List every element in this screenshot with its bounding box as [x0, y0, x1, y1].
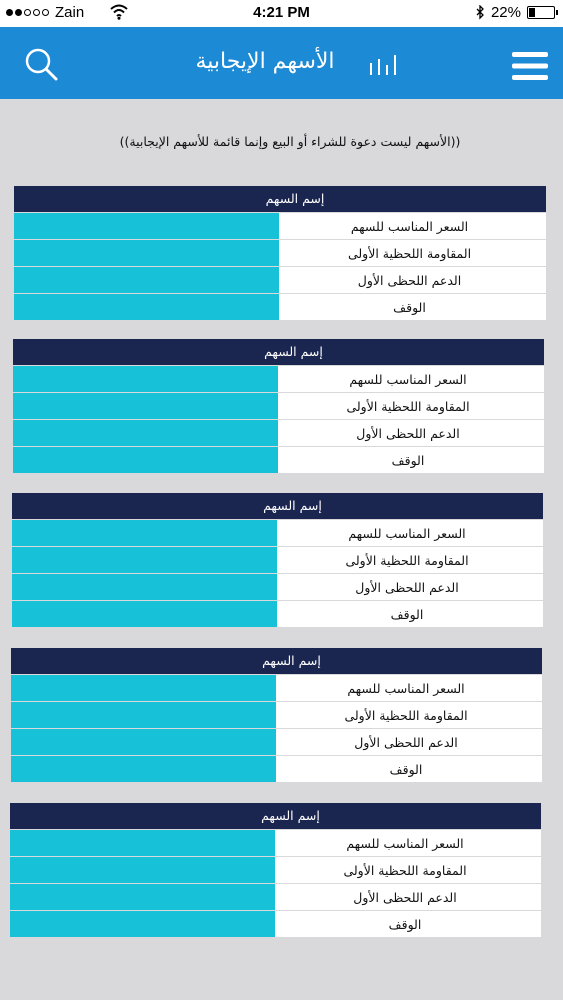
stop-loss-value: [14, 294, 279, 320]
table-row: [13, 392, 544, 419]
row-label: الوقف: [278, 447, 544, 473]
table-row: [12, 600, 543, 627]
price-value: [14, 213, 279, 239]
table-row: [13, 419, 544, 446]
page-title: الأسهم الإيجابية: [195, 49, 335, 74]
table-row: [12, 573, 543, 600]
table-row: [14, 293, 546, 320]
table-row: [10, 910, 541, 937]
table-row: [14, 212, 546, 239]
table-row: [14, 266, 546, 293]
row-label: المقاومة اللحظية الأولى: [279, 240, 546, 266]
stock-card: [14, 186, 546, 320]
disclaimer-text: ((الأسهم ليست دعوة للشراء أو البيع وإنما قائمة للأسهم الإيجابية)): [119, 134, 461, 149]
row-label: السعر المناسب للسهم: [275, 830, 541, 856]
stock-name-header: إسم السهم: [12, 493, 543, 519]
row-label: السعر المناسب للسهم: [279, 213, 546, 239]
resistance-value: [11, 702, 276, 728]
stop-loss-value: [12, 601, 277, 627]
stock-name-header: إسم السهم: [13, 339, 544, 365]
row-label: المقاومة اللحظية الأولى: [275, 857, 541, 883]
carrier-name: Zain: [55, 4, 85, 21]
row-label: المقاومة اللحظية الأولى: [276, 702, 542, 728]
bar-chart-icon: [368, 53, 398, 77]
hamburger-menu-icon[interactable]: [512, 51, 548, 81]
row-label: المقاومة اللحظية الأولى: [278, 393, 544, 419]
stock-name-header: إسم السهم: [10, 803, 541, 829]
status-right: [476, 4, 555, 21]
status-bar: [0, 0, 563, 27]
table-row: [11, 701, 542, 728]
table-row: [13, 446, 544, 473]
app-header: [0, 27, 563, 99]
battery-percent: 22%: [490, 4, 521, 21]
support-value: [10, 884, 275, 910]
stop-loss-value: [11, 756, 276, 782]
table-row: [10, 883, 541, 910]
row-label: المقاومة اللحظية الأولى: [277, 547, 543, 573]
clock: 4:21 PM: [253, 4, 310, 21]
row-label: الوقف: [279, 294, 546, 320]
price-value: [13, 366, 278, 392]
support-value: [13, 420, 278, 446]
table-row: [12, 519, 543, 546]
support-value: [14, 267, 279, 293]
table-row: [11, 728, 542, 755]
resistance-value: [13, 393, 278, 419]
price-value: [12, 520, 277, 546]
stock-name-header: إسم السهم: [14, 186, 546, 212]
row-label: السعر المناسب للسهم: [278, 366, 544, 392]
support-value: [11, 729, 276, 755]
resistance-value: [14, 240, 279, 266]
stock-card: [13, 339, 544, 473]
table-row: [10, 856, 541, 883]
row-label: الوقف: [277, 601, 543, 627]
resistance-value: [10, 857, 275, 883]
row-label: الدعم اللحظى الأول: [279, 267, 546, 293]
stop-loss-value: [10, 911, 275, 937]
stop-loss-value: [13, 447, 278, 473]
price-value: [10, 830, 275, 856]
bluetooth-icon: [476, 5, 485, 20]
row-label: الدعم اللحظى الأول: [275, 884, 541, 910]
row-label: الدعم اللحظى الأول: [276, 729, 542, 755]
row-label: الدعم اللحظى الأول: [277, 574, 543, 600]
search-icon[interactable]: [24, 47, 58, 81]
resistance-value: [12, 547, 277, 573]
row-label: السعر المناسب للسهم: [276, 675, 542, 701]
price-value: [11, 675, 276, 701]
support-value: [12, 574, 277, 600]
table-row: [10, 829, 541, 856]
row-label: الوقف: [275, 911, 541, 937]
battery-icon: [527, 6, 555, 19]
table-row: [13, 365, 544, 392]
stock-card: [11, 648, 542, 782]
stock-name-header: إسم السهم: [11, 648, 542, 674]
row-label: الوقف: [276, 756, 542, 782]
stock-card: [12, 493, 543, 627]
stock-card: [10, 803, 541, 937]
table-row: [11, 755, 542, 782]
table-row: [14, 239, 546, 266]
row-label: السعر المناسب للسهم: [277, 520, 543, 546]
table-row: [11, 674, 542, 701]
table-row: [12, 546, 543, 573]
row-label: الدعم اللحظى الأول: [278, 420, 544, 446]
